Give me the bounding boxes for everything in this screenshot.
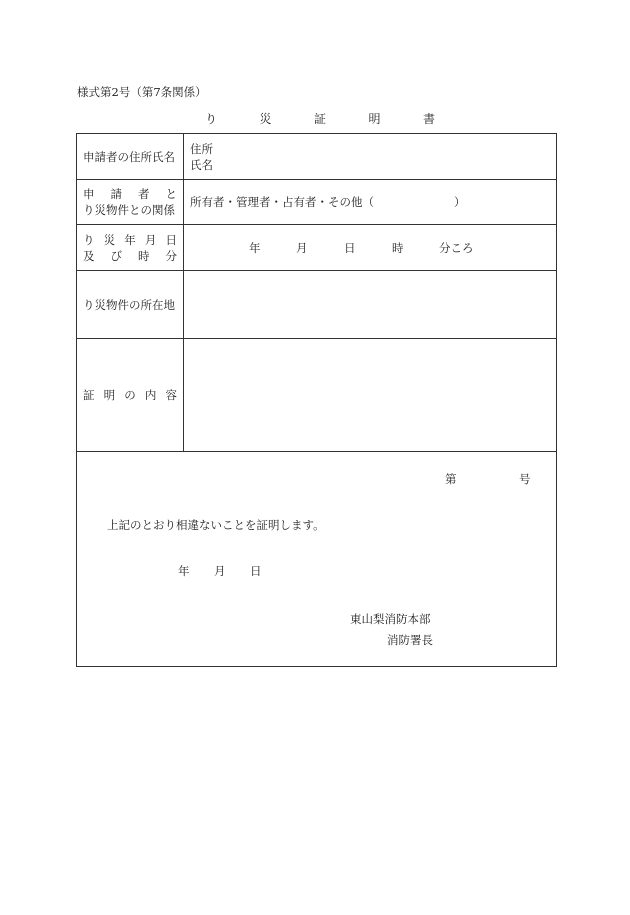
location-row <box>77 271 556 339</box>
applicant-field[interactable] <box>184 134 556 179</box>
content-label: 証 明 の 内 容 <box>77 339 184 451</box>
name-label: 氏名 <box>190 158 213 172</box>
cert-day: 日 <box>250 564 262 578</box>
issuing-organization: 東山梨消防本部 <box>350 612 431 626</box>
date-minute: 分ころ <box>439 241 474 255</box>
applicant-label-text: 申請者の住所氏名 <box>83 149 175 164</box>
title-char: り <box>205 112 218 126</box>
date-label-line2: 及 び 時 分 <box>83 248 177 263</box>
cert-statement: 上記のとおり相違ないことを証明します。 <box>107 518 325 532</box>
date-field[interactable] <box>184 225 556 270</box>
cert-year: 年 <box>178 564 190 578</box>
date-hour: 時 <box>392 241 404 255</box>
relation-options: 所有者・管理者・占有者・その他（ <box>190 195 374 209</box>
date-label <box>77 225 184 270</box>
relation-field[interactable] <box>184 180 556 224</box>
issuing-chief: 消防署長 <box>387 633 433 647</box>
title-char: 災 <box>259 112 272 126</box>
title-char: 書 <box>422 112 435 126</box>
location-label-text: り災物件の所在地 <box>83 297 175 312</box>
cert-number-suffix: 号 <box>519 472 531 486</box>
cert-month: 月 <box>214 564 226 578</box>
relation-close-paren: ） <box>454 195 466 209</box>
date-day: 日 <box>344 241 356 255</box>
document-title <box>205 110 435 127</box>
date-label-line1: り 災 年 月 日 <box>83 232 177 247</box>
relation-row <box>77 180 556 225</box>
title-char: 証 <box>313 112 326 126</box>
location-field[interactable] <box>184 271 556 338</box>
form-number-label: 様式第2号（第7条関係） <box>77 85 207 99</box>
content-row <box>77 339 556 452</box>
relation-label-line1: 申 請 者 と <box>83 187 177 201</box>
location-label <box>77 271 184 338</box>
date-month: 月 <box>296 241 308 255</box>
relation-label-line2: り災物件との関係 <box>83 203 175 217</box>
date-year: 年 <box>249 241 261 255</box>
certificate-form <box>76 133 557 667</box>
date-row <box>77 225 556 271</box>
content-field[interactable] <box>184 339 556 451</box>
applicant-label <box>77 134 184 179</box>
relation-label <box>77 180 184 224</box>
address-label: 住所 <box>190 142 213 156</box>
applicant-row <box>77 134 556 180</box>
cert-number-prefix: 第 <box>445 472 457 486</box>
title-char: 明 <box>368 112 381 126</box>
certificate-section <box>77 452 556 666</box>
